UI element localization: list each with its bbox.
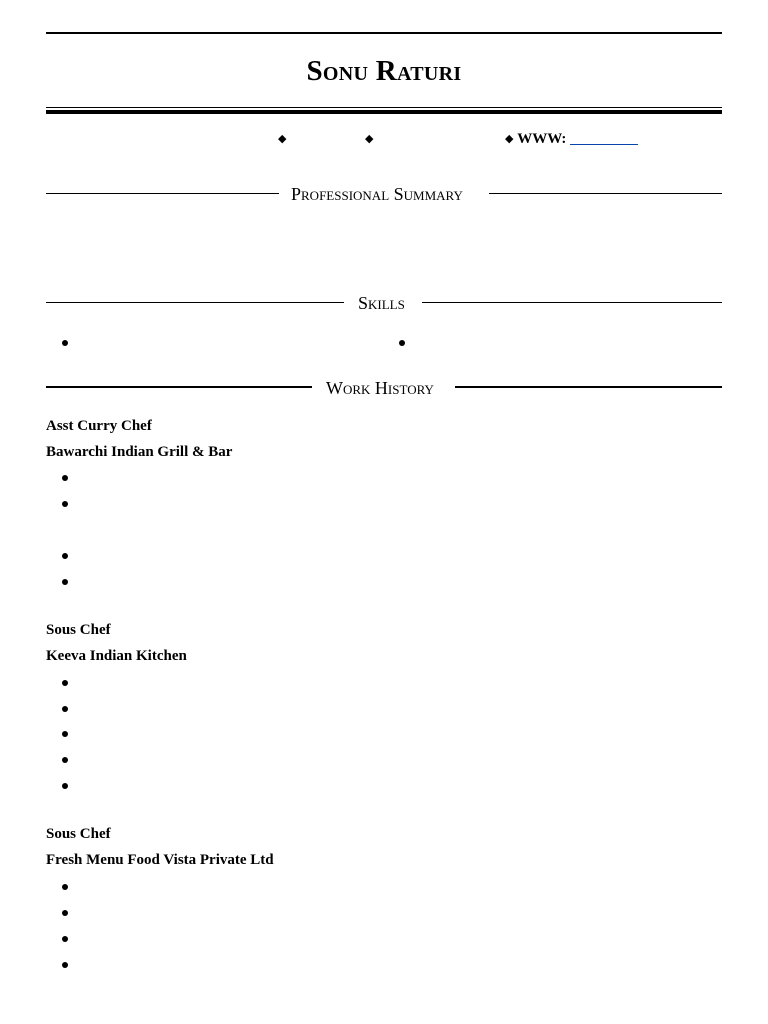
skills-rule-left xyxy=(46,302,344,303)
top-rule xyxy=(46,32,722,34)
separator-diamond-1: ◆ xyxy=(278,133,287,145)
work-rule-left xyxy=(46,386,312,388)
contact-www xyxy=(505,128,638,150)
job-company: Fresh Menu Food Vista Private Ltd xyxy=(46,852,274,868)
job-bullet xyxy=(62,501,68,507)
skills-bullet-right xyxy=(399,340,405,346)
section-work-history xyxy=(46,376,722,400)
job-company: Keeva Indian Kitchen xyxy=(46,648,187,664)
section-title-work-history: Work History xyxy=(326,378,434,398)
skills-rule-right xyxy=(422,302,722,303)
name-rule-thick xyxy=(46,110,722,114)
section-professional-summary xyxy=(46,182,722,206)
name-rule-thin xyxy=(46,107,722,108)
job-bullet xyxy=(62,680,68,686)
skills-bullet-left xyxy=(62,340,68,346)
job-bullet xyxy=(62,706,68,712)
job-bullet xyxy=(62,783,68,789)
summary-rule-left xyxy=(46,193,279,194)
job-title: Sous Chef xyxy=(46,622,111,638)
job-bullet xyxy=(62,475,68,481)
section-skills xyxy=(46,291,722,315)
candidate-name: Sonu Raturi xyxy=(306,55,462,87)
job-title: Sous Chef xyxy=(46,826,111,842)
job-bullet xyxy=(62,553,68,559)
separator-diamond-2: ◆ xyxy=(365,133,374,145)
website-link[interactable] xyxy=(570,130,638,145)
contact-line xyxy=(278,128,286,150)
job-bullet xyxy=(62,731,68,737)
contact-line-2 xyxy=(365,128,373,150)
job-company: Bawarchi Indian Grill & Bar xyxy=(46,444,233,460)
section-title-skills: Skills xyxy=(358,293,405,313)
job-bullet xyxy=(62,936,68,942)
job-title: Asst Curry Chef xyxy=(46,418,152,434)
www-label: WWW: xyxy=(517,131,567,147)
separator-diamond-3: ◆ xyxy=(505,133,514,145)
work-rule-right xyxy=(455,386,722,388)
job-bullet xyxy=(62,579,68,585)
summary-rule-right xyxy=(489,193,722,194)
job-bullet xyxy=(62,910,68,916)
section-title-summary: Professional Summary xyxy=(291,184,463,204)
job-bullet xyxy=(62,884,68,890)
job-bullet xyxy=(62,757,68,763)
job-bullet xyxy=(62,962,68,968)
